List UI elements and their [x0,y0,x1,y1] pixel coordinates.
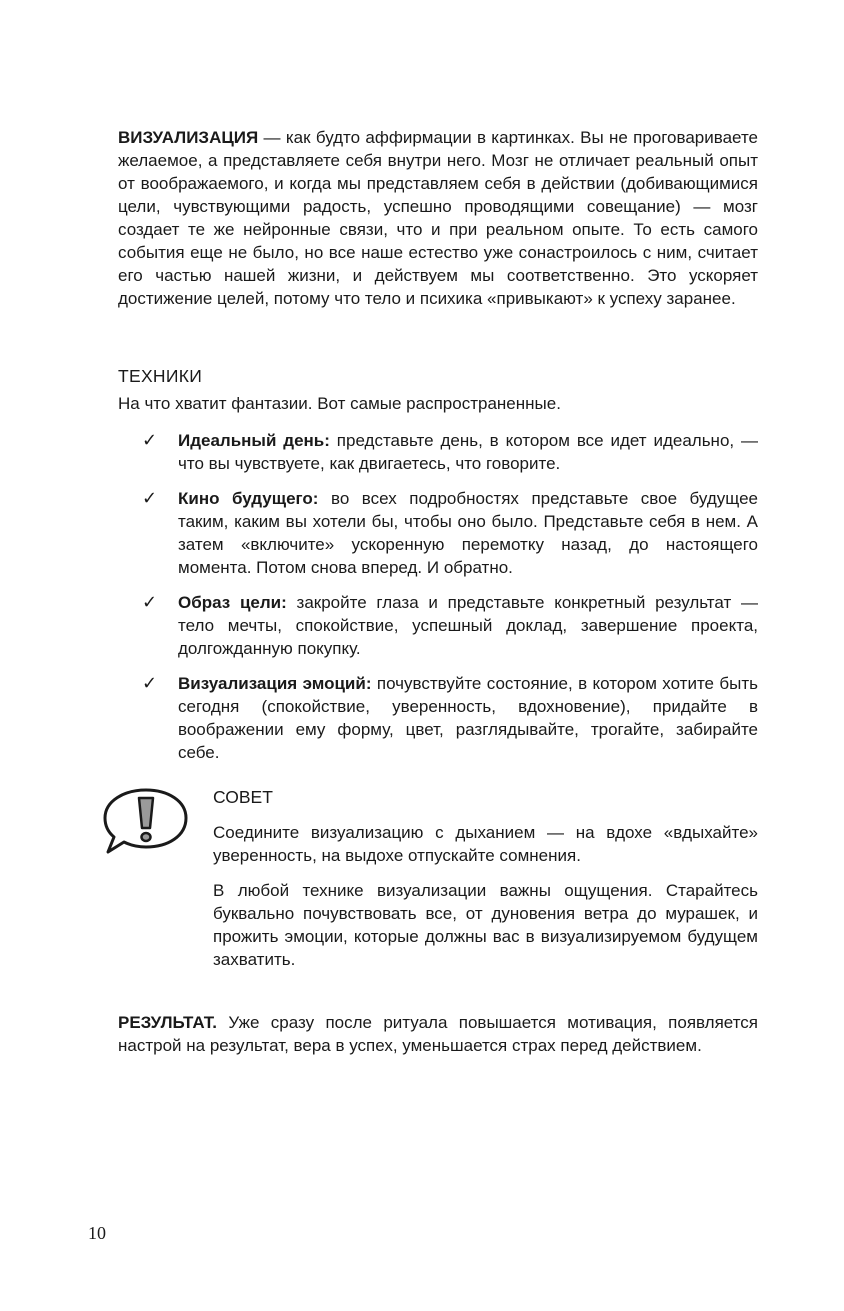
checkmark-icon: ✓ [142,430,158,451]
item-term: Идеальный день: [178,431,330,450]
list-item [118,672,758,764]
item-text: представьте день, в котором все идет идеально, — что вы чувствуете, как двигаетесь, что говорите. [178,431,758,473]
tip-box [118,786,758,971]
list-item [118,591,758,660]
item-text: почувствуйте состояние, в котором хотите быть сегодня (спокойствие, уверенность, вдохновение), придайте в воображении ему форму, цвет, разглядывайте, трогайте, забирайте себе. [178,674,759,762]
tip-paragraph: В любой технике визуализации важны ощущения. Старайтесь буквально почувствовать все, от дуновения ветра до мурашек, и прожить эмоции, которые должны вас в визуализируемом будущем захватить. [213,881,758,969]
techniques-title: ТЕХНИКИ [118,366,203,386]
page-content [118,126,758,1057]
tip-paragraph: Соедините визуализацию с дыханием — на вдохе «вдыхайте» уверенность, на выдохе отпускайте сомнения. [213,823,758,865]
page-number: 10 [88,1223,106,1243]
result-text: Уже сразу после ритуала повышается мотивация, появляется настрой на результат, вера в успех, уменьшается страх перед действием. [118,1013,758,1055]
result-term: РЕЗУЛЬТАТ. [118,1013,217,1032]
list-item [118,487,758,579]
item-term: Кино будущего: [178,489,319,508]
intro-term: ВИЗУАЛИЗАЦИЯ [118,128,259,147]
tip-title: СОВЕТ [213,787,273,807]
checkmark-icon: ✓ [142,592,158,613]
techniques-lead: На что хватит фантазии. Вот самые распространенные. [118,394,561,413]
intro-text: — как будто аффирмации в картинках. Вы не проговариваете желаемое, а представляете себя внутри него. Мозг не отличает реальный опыт от воображаемого, и когда мы представляем себя в действии (добивающимися цели, чувствующими радость, успешно проводящими совещание) — мозг создает те же нейронные связи, что и при реальном опыте. То есть самого события еще не было, но все наше естество уже сонастроилось с ним, считает его частью нашей жизни, и действуем мы соответственно. Это ускоряет достижение целей, потому что тело и психика «привыкают» к успеху заранее. [118,128,758,308]
item-text: закройте глаза и представьте конкретный результат — тело мечты, спокойствие, успешный доклад, завершение проекта, долгожданную покупку. [178,593,758,658]
intro-paragraph [118,126,758,310]
techniques-list [118,429,758,764]
list-item [118,429,758,475]
item-text: во всех подробностях представьте свое будущее таким, каким вы хотели бы, чтобы оно было. Представьте себя в нем. А затем «включите» ускоренную перемотку назад, до настоящего момента. Потом снова вперед. И обратно. [178,489,758,577]
result-paragraph [118,1011,758,1057]
exclamation-speech-bubble-icon [100,786,190,856]
checkmark-icon: ✓ [142,673,158,694]
item-term: Визуализация эмоций: [178,674,372,693]
checkmark-icon: ✓ [142,488,158,509]
item-term: Образ цели: [178,593,287,612]
